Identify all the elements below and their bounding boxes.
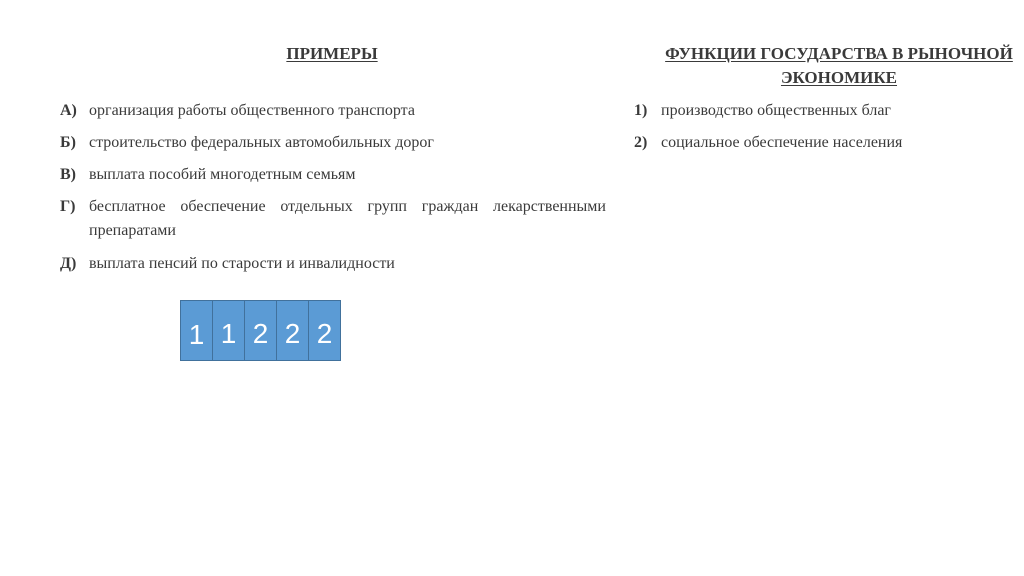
example-marker: А) [60, 102, 77, 119]
function-marker: 2) [634, 134, 648, 151]
examples-heading: ПРИМЕРЫ [286, 44, 378, 63]
answer-cell-4: 2 [276, 300, 309, 361]
example-item-g [60, 195, 606, 243]
example-marker: В) [60, 166, 76, 183]
example-item-d [60, 252, 606, 276]
example-marker: Д) [60, 255, 77, 272]
example-text: организация работы общественного транспорта [89, 102, 415, 119]
function-text: социальное обеспечение населения [661, 134, 903, 151]
answer-cell-3: 2 [244, 300, 277, 361]
answer-row [180, 300, 341, 361]
examples-list [60, 99, 606, 284]
example-text: строительство федеральных автомобильных дорог [89, 134, 434, 151]
function-item-1 [634, 99, 1014, 123]
function-text: производство общественных благ [661, 102, 891, 119]
example-marker: Б) [60, 134, 76, 151]
example-item-a [60, 99, 606, 123]
example-item-v [60, 163, 606, 187]
answer-cell-1: 1 [180, 300, 213, 361]
example-text: выплата пособий многодетным семьям [89, 166, 356, 183]
example-item-b [60, 131, 606, 155]
answer-cell-2: 1 [212, 300, 245, 361]
answer-cell-5: 2 [308, 300, 341, 361]
example-text: бесплатное обеспечение отдельных групп граждан лекарственными препаратами [89, 198, 606, 239]
functions-list [634, 99, 1014, 163]
example-marker: Г) [60, 198, 76, 215]
functions-heading: ФУНКЦИИ ГОСУДАРСТВА В РЫНОЧНОЙ ЭКОНОМИКЕ [665, 44, 1013, 87]
function-item-2 [634, 131, 1014, 155]
example-text: выплата пенсий по старости и инвалидности [89, 255, 395, 272]
function-marker: 1) [634, 102, 648, 119]
